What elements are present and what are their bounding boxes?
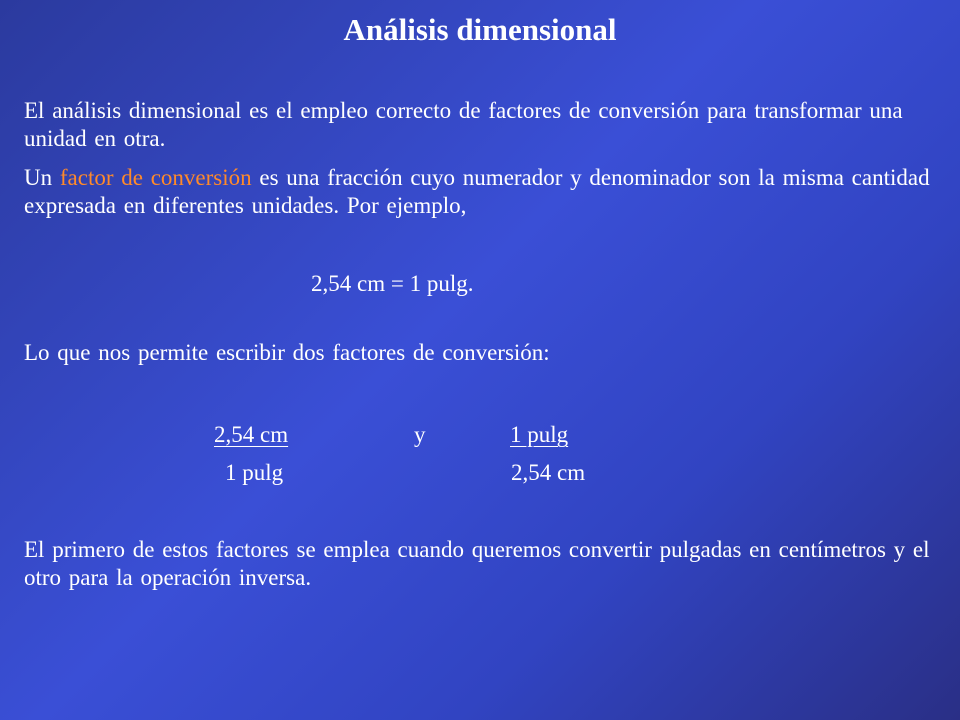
factor1-denominator: 1 pulg xyxy=(225,460,284,485)
definition-paragraph xyxy=(24,164,944,220)
factor2-numerator: 1 pulg xyxy=(510,422,569,447)
factor2-denominator: 2,54 cm xyxy=(511,460,586,485)
factor1-numerator: 2,54 cm xyxy=(214,422,289,447)
definition-rest: es una fracción cuyo numerador y denominador son la misma cantidad expresada en diferentes unidades. Por ejemplo, xyxy=(24,165,930,218)
factor-conjunction: y xyxy=(414,422,426,447)
slide-title: Análisis dimensional xyxy=(343,12,617,47)
factors-intro-paragraph: Lo que nos permite escribir dos factores de conversión: xyxy=(24,340,550,365)
definition-lead: Un xyxy=(24,165,60,190)
equivalence-equation: 2,54 cm = 1 pulg. xyxy=(311,271,474,296)
closing-paragraph: El primero de estos factores se emplea cuando queremos convertir pulgadas en centímetros y el otro para la operación inversa. xyxy=(24,537,930,590)
intro-paragraph: El análisis dimensional es el empleo correcto de factores de conversión para transformar una unidad en otra. xyxy=(24,98,903,151)
highlighted-term: factor de conversión xyxy=(59,165,252,190)
